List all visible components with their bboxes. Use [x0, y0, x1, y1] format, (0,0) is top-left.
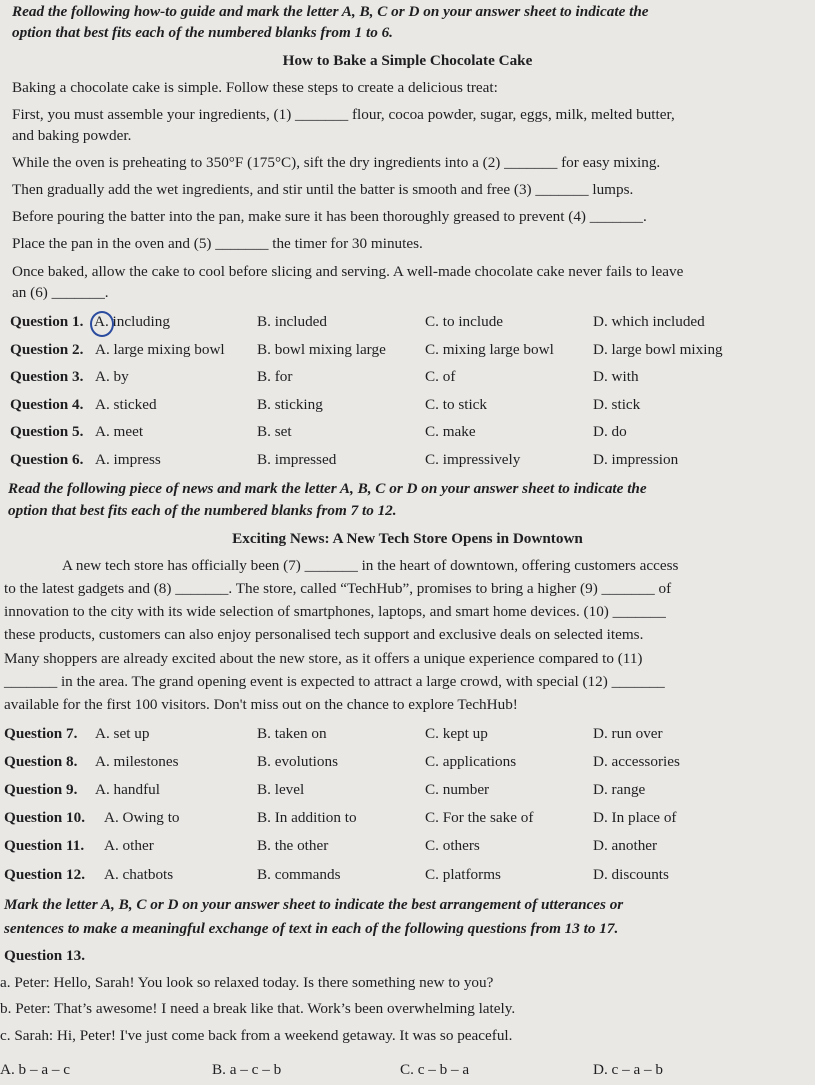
section1-paragraph-line: First, you must assemble your ingredients, (1) _______ flour, cocoa powder, sugar, eggs, milk, melted butter, [12, 106, 675, 123]
section2-instruction-line-1: Read the following piece of news and mark the letter A, B, C or D on your answer sheet to indicate the [8, 480, 647, 497]
section1-paragraph-line: and baking powder. [12, 127, 132, 144]
option-c[interactable]: C. number [425, 781, 490, 798]
question-row [0, 313, 815, 333]
question-row [0, 368, 815, 388]
section1-paragraph-line: Baking a chocolate cake is simple. Follow these steps to create a delicious treat: [12, 79, 498, 96]
question-label: Question 3. [10, 368, 84, 385]
question-row [0, 451, 815, 471]
option-c[interactable]: C. of [425, 368, 456, 385]
option-c[interactable]: C. to include [425, 313, 504, 330]
option-b[interactable]: B. impressed [257, 451, 337, 468]
option-b[interactable]: B. included [257, 313, 328, 330]
option-d[interactable]: D. another [593, 837, 658, 854]
option-a[interactable]: A. by [95, 368, 129, 385]
section2-paragraph-line: to the latest gadgets and (8) _______. The store, called “TechHub”, promises to bring a higher (9) _______ of [4, 580, 672, 597]
option-d[interactable]: D. run over [593, 725, 663, 742]
question-label: Question 6. [10, 451, 84, 468]
option-c[interactable]: C. mixing large bowl [425, 341, 554, 358]
option-a[interactable]: A. set up [95, 725, 150, 742]
question-row [0, 809, 815, 829]
section2-paragraph-line: innovation to the city with its wide selection of smartphones, laptops, and smart home devices. (10) _______ [4, 603, 666, 620]
section3-instruction-line-2: sentences to make a meaningful exchange of text in each of the following questions from 13 to 17. [4, 920, 619, 937]
section2-title: Exciting News: A New Tech Store Opens in Downtown [232, 530, 583, 547]
question-row [0, 725, 815, 745]
option-d[interactable]: D. stick [593, 396, 641, 413]
option-c[interactable]: C. kept up [425, 725, 488, 742]
option-c[interactable]: C. c – b – a [400, 1061, 470, 1078]
section1-paragraph-line: an (6) _______. [12, 284, 109, 301]
option-b[interactable]: B. sticking [257, 396, 323, 413]
question-row [0, 341, 815, 361]
option-a[interactable]: A. impress [95, 451, 161, 468]
exchange-line-a: a. Peter: Hello, Sarah! You look so relaxed today. Is there something new to you? [0, 974, 494, 991]
option-c[interactable]: C. platforms [425, 866, 501, 883]
section1-title: How to Bake a Simple Chocolate Cake [282, 52, 533, 69]
option-a[interactable]: A. meet [95, 423, 144, 440]
question-label: Question 2. [10, 341, 84, 358]
question-label: Question 5. [10, 423, 84, 440]
option-d[interactable]: D. do [593, 423, 627, 440]
option-c[interactable]: C. make [425, 423, 476, 440]
option-a[interactable]: A. handful [95, 781, 160, 798]
question-label: Question 11. [4, 837, 85, 854]
option-b[interactable]: B. level [257, 781, 305, 798]
option-c[interactable]: C. For the sake of [425, 809, 534, 826]
option-d[interactable]: D. c – a – b [593, 1061, 664, 1078]
question-row [0, 866, 815, 886]
option-a[interactable]: A. b – a – c [0, 1061, 71, 1078]
section2-paragraph-line: these products, customers can also enjoy personalised tech support and exclusive deals on selected items. [4, 626, 644, 643]
option-b[interactable]: B. evolutions [257, 753, 339, 770]
option-c[interactable]: C. others [425, 837, 480, 854]
section1-instruction-line-2: option that best fits each of the numbered blanks from 1 to 6. [12, 24, 393, 41]
section2-paragraph-line: _______ in the area. The grand opening event is expected to attract a large crowd, with special (12) _______ [4, 673, 665, 690]
option-a[interactable]: A. sticked [95, 396, 157, 413]
option-b[interactable]: B. the other [257, 837, 329, 854]
question-label: Question 4. [10, 396, 84, 413]
option-a[interactable]: A. other [104, 837, 154, 854]
option-b[interactable]: B. bowl mixing large [257, 341, 386, 358]
option-d[interactable]: D. accessories [593, 753, 680, 770]
option-d[interactable]: D. In place of [593, 809, 677, 826]
option-b[interactable]: B. for [257, 368, 293, 385]
option-b[interactable]: B. commands [257, 866, 341, 883]
question-13-label: Question 13. [4, 947, 86, 964]
question-label: Question 1. [10, 313, 84, 330]
option-c[interactable]: C. to stick [425, 396, 488, 413]
question-row [0, 837, 815, 857]
section3-instruction-line-1: Mark the letter A, B, C or D on your answer sheet to indicate the best arrangement of utterances or [4, 896, 624, 913]
section1-paragraph-line: Place the pan in the oven and (5) _______ the timer for 30 minutes. [12, 235, 423, 252]
option-d[interactable]: D. discounts [593, 866, 669, 883]
option-a[interactable]: A. chatbots [104, 866, 174, 883]
option-a[interactable]: A. large mixing bowl [95, 341, 225, 358]
option-d[interactable]: D. impression [593, 451, 679, 468]
question-label: Question 10. [4, 809, 86, 826]
option-a[interactable]: A. Owing to [104, 809, 180, 826]
exchange-line-c: c. Sarah: Hi, Peter! I've just come back from a weekend getaway. It was so peaceful. [0, 1027, 513, 1044]
section1-instruction-line-1: Read the following how-to guide and mark the letter A, B, C or D on your answer sheet to indicate the [12, 3, 649, 20]
section1-paragraph-line: Then gradually add the wet ingredients, and stir until the batter is smooth and free (3) _______ lumps. [12, 181, 634, 198]
question-row [0, 753, 815, 773]
option-b[interactable]: B. set [257, 423, 292, 440]
option-b[interactable]: B. a – c – b [212, 1061, 282, 1078]
section1-paragraph-line: While the oven is preheating to 350°F (175°C), sift the dry ingredients into a (2) _______ for easy mixing. [12, 154, 661, 171]
option-a[interactable]: A. milestones [95, 753, 179, 770]
option-c[interactable]: C. impressively [425, 451, 521, 468]
question-row [0, 396, 815, 416]
section2-paragraph-line: Many shoppers are already excited about the new store, as it offers a unique experience compared to (11) [4, 650, 643, 667]
answer-circle-mark [90, 311, 114, 337]
section1-paragraph-line: Once baked, allow the cake to cool before slicing and serving. A well-made chocolate cake never fails to leave [12, 263, 684, 280]
exchange-line-b: b. Peter: That’s awesome! I need a break like that. Work’s been overwhelming lately. [0, 1000, 516, 1017]
section2-instruction-line-2: option that best fits each of the numbered blanks from 7 to 12. [8, 502, 397, 519]
option-b[interactable]: B. taken on [257, 725, 327, 742]
option-b[interactable]: B. In addition to [257, 809, 357, 826]
option-c[interactable]: C. applications [425, 753, 517, 770]
option-a[interactable]: A. including [94, 313, 170, 330]
question-label: Question 12. [4, 866, 86, 883]
option-d[interactable]: D. with [593, 368, 639, 385]
section2-paragraph-line: A new tech store has officially been (7) _______ in the heart of downtown, offering customers access [62, 557, 679, 574]
option-d[interactable]: D. range [593, 781, 646, 798]
option-d[interactable]: D. large bowl mixing [593, 341, 723, 358]
question-row [0, 781, 815, 801]
question-label: Question 9. [4, 781, 78, 798]
section2-paragraph-line: available for the first 100 visitors. Don't miss out on the chance to explore TechHub! [4, 696, 518, 713]
question-label: Question 7. [4, 725, 78, 742]
section1-paragraph-line: Before pouring the batter into the pan, make sure it has been thoroughly greased to prevent (4) _______. [12, 208, 647, 225]
question-row [0, 423, 815, 443]
question-label: Question 8. [4, 753, 78, 770]
question-13-options [0, 1061, 815, 1081]
option-d[interactable]: D. which included [593, 313, 705, 330]
